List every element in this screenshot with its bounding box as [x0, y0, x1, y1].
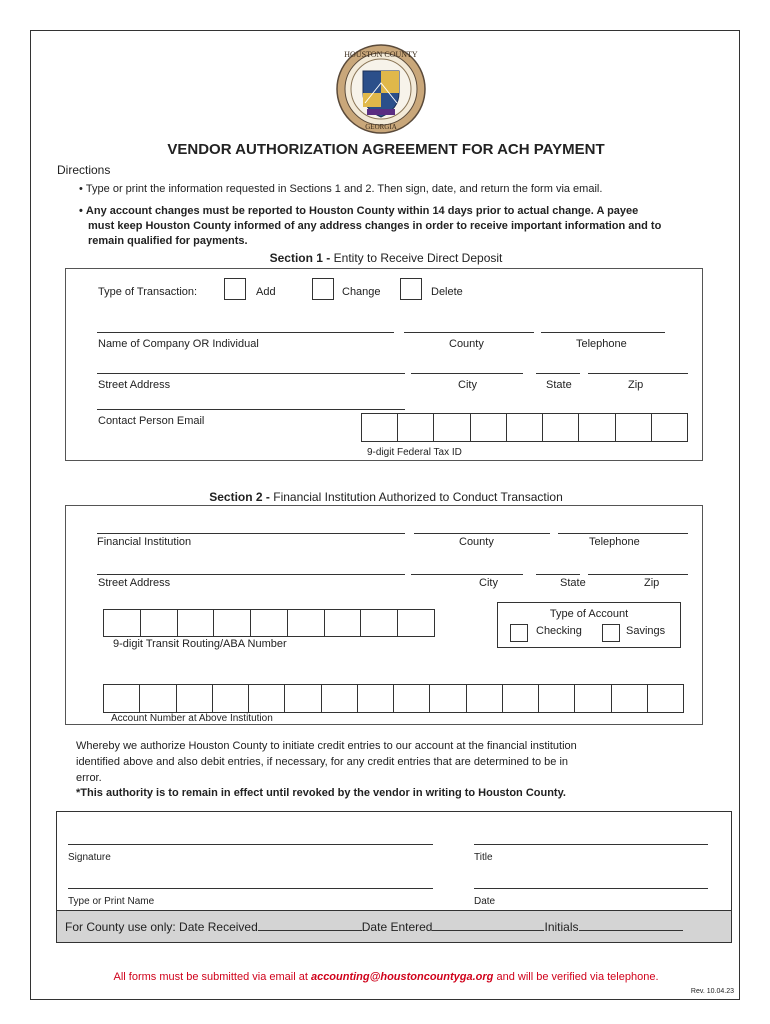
account-type-box: [497, 602, 681, 648]
delete-label: Delete: [431, 286, 463, 298]
title-field[interactable]: [474, 844, 708, 845]
county-field[interactable]: [404, 332, 534, 333]
form-title: VENDOR AUTHORIZATION AGREEMENT FOR ACH PAYMENT: [167, 141, 605, 158]
fi-state-label: State: [560, 577, 586, 589]
savings-checkbox[interactable]: [602, 624, 620, 642]
street-field[interactable]: [97, 373, 405, 374]
initials-field[interactable]: [579, 920, 683, 931]
zip-label: Zip: [628, 379, 644, 391]
footer-note: All forms must be submitted via email at accounting@houstoncountyga.org and will be verified via telephone.: [113, 971, 659, 983]
state-label: State: [546, 379, 572, 391]
street-label: Street Address: [98, 379, 171, 391]
city-field[interactable]: [411, 373, 523, 374]
fi-telephone-field[interactable]: [558, 533, 688, 534]
financial-institution-label: Financial Institution: [97, 536, 192, 548]
county-use-bar: [56, 911, 732, 943]
signature-box: [56, 811, 732, 911]
fi-telephone-label: Telephone: [589, 536, 640, 548]
savings-label: Savings: [626, 625, 666, 637]
revision-label: Rev. 10.04.23: [690, 988, 734, 995]
date-field[interactable]: [474, 888, 708, 889]
signature-field[interactable]: [68, 844, 433, 845]
account-number-label: Account Number at Above Institution: [111, 713, 273, 724]
seal-top-text: HOUSTON COUNTY: [344, 50, 418, 59]
form-page: [30, 30, 740, 1000]
telephone-field[interactable]: [541, 332, 665, 333]
date-entered-field[interactable]: [432, 920, 544, 931]
change-label: Change: [342, 286, 381, 298]
fi-zip-label: Zip: [644, 577, 660, 589]
email-label: Contact Person Email: [98, 415, 205, 427]
seal-bottom-text: GEORGIA: [365, 123, 397, 131]
state-field[interactable]: [536, 373, 580, 374]
direction-item-1: • Type or print the information requested in Sections 1 and 2. Then sign, date, and return the form via email.: [79, 183, 603, 195]
print-name-field[interactable]: [68, 888, 433, 889]
county-use-text: For County use only: Date Received Date Entered Initials: [65, 920, 683, 934]
email-field[interactable]: [97, 409, 405, 410]
checking-label: Checking: [536, 625, 582, 637]
checking-checkbox[interactable]: [510, 624, 528, 642]
fi-county-field[interactable]: [414, 533, 550, 534]
county-label: County: [449, 338, 484, 350]
directions-heading: Directions: [57, 163, 111, 177]
account-type-label: Type of Account: [549, 608, 629, 620]
fi-city-field[interactable]: [411, 574, 523, 575]
change-checkbox[interactable]: [312, 278, 334, 300]
financial-institution-field[interactable]: [97, 533, 405, 534]
title-label: Title: [474, 852, 493, 863]
signature-label: Signature: [68, 852, 111, 863]
telephone-label: Telephone: [576, 338, 627, 350]
fi-street-label: Street Address: [98, 577, 171, 589]
county-seal-logo: [335, 43, 427, 135]
print-name-label: Type or Print Name: [68, 896, 155, 907]
add-label: Add: [256, 286, 276, 298]
fi-street-field[interactable]: [97, 574, 405, 575]
fi-state-field[interactable]: [536, 574, 580, 575]
tax-id-boxes[interactable]: [361, 413, 688, 442]
section2-heading: Section 2 - Financial Institution Authorized to Conduct Transaction: [209, 490, 563, 504]
routing-number-label: 9-digit Transit Routing/ABA Number: [113, 638, 287, 650]
routing-number-boxes[interactable]: [103, 609, 435, 637]
tax-id-label: 9-digit Federal Tax ID: [367, 447, 462, 458]
section1-heading: Section 1 - Entity to Receive Direct Deposit: [269, 251, 503, 265]
date-label: Date: [474, 896, 496, 907]
date-received-field[interactable]: [258, 920, 362, 931]
zip-field[interactable]: [588, 373, 688, 374]
footer-email-link[interactable]: accounting@houstoncountyga.org: [310, 971, 494, 983]
fi-zip-field[interactable]: [588, 574, 688, 575]
company-name-field[interactable]: [97, 332, 394, 333]
fi-county-label: County: [459, 536, 494, 548]
fi-city-label: City: [479, 577, 498, 589]
city-label: City: [458, 379, 477, 391]
direction-item-2: • Any account changes must be reported to Houston County within 14 days prior to actual change. A payee must keep Houston County informed of any address changes in order to receive important information and to remain qualified for payments.: [79, 205, 662, 247]
company-name-label: Name of Company OR Individual: [98, 338, 259, 350]
delete-checkbox[interactable]: [400, 278, 422, 300]
authorization-bold-text: *This authority is to remain in effect until revoked by the vendor in writing to Houston County.: [76, 787, 566, 799]
add-checkbox[interactable]: [224, 278, 246, 300]
transaction-type-label: Type of Transaction:: [98, 286, 198, 298]
account-number-boxes[interactable]: [103, 684, 684, 713]
authorization-text: Whereby we authorize Houston County to initiate credit entries to our account at the financial institution identified above and also debit entries, if necessary, for any credit entries that are determined to be in error.: [76, 740, 577, 784]
